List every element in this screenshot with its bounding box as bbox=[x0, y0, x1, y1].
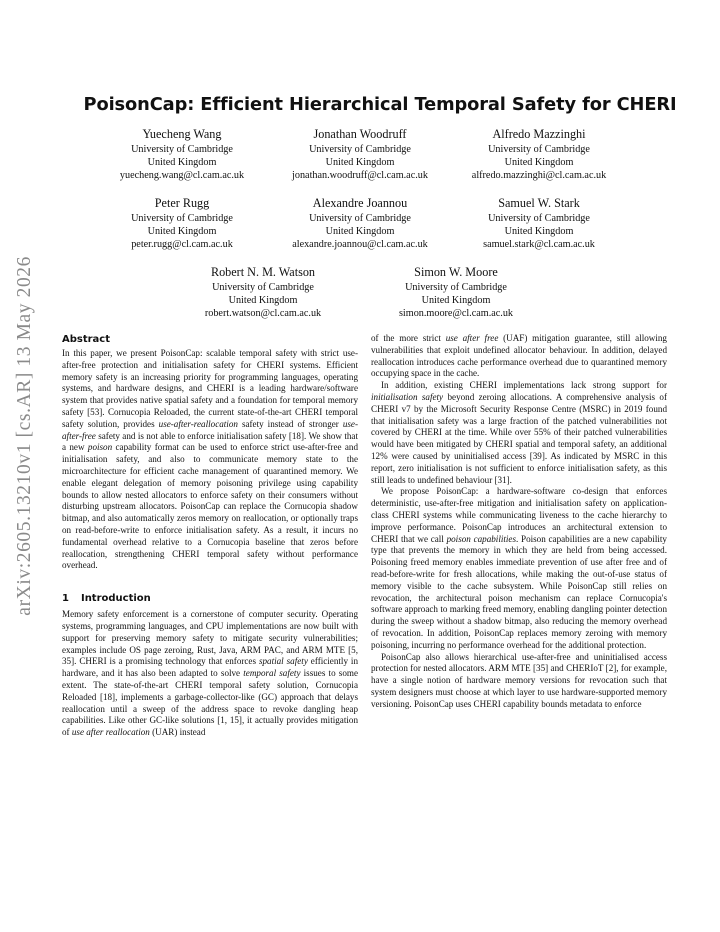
author-block bbox=[429, 196, 649, 251]
author-affiliation: University of Cambridge bbox=[131, 143, 233, 155]
author-affiliation: University of Cambridge bbox=[131, 212, 233, 224]
author-email: yuecheng.wang@cl.cam.ac.uk bbox=[119, 169, 245, 181]
section-number: 1 bbox=[62, 593, 69, 605]
author-country: United Kingdom bbox=[147, 225, 217, 237]
body-paragraph: We propose PoisonCap: a hardware-software co-design that enforces deterministic, use-after-free mitigation and initialisation safety on application-class CHERI systems while communicating liveness to the cache hierarchy to improve performance. PoisonCap introduces an architectural extension to CHERI that we call poison capabilities. Poison capabilities are a new capability type that prevents the memory in which they are held from being accessed. Poisoning freed memory enables immediate prevention of use after free and of read-before-write for fresh allocations, while making the out-of-use status of memory visible to the cache subsystem. While PoisonCap still relies on revocation, the architectural poison mechanism can replace Cornucopia's software approach to marking freed memory, enabling dangling pointer detection during the sweep without a shadow bitmap, also reducing the memory overhead of revocation. In addition, PoisonCap replaces memory zeroing with memory poisoning, incurring no performance overhead for the additional protection. bbox=[371, 486, 667, 650]
section-title: Introduction bbox=[80, 593, 151, 605]
author-name: Jonathan Woodruff bbox=[313, 127, 407, 141]
left-column bbox=[62, 333, 358, 739]
author-block bbox=[153, 265, 373, 320]
author-block bbox=[429, 127, 649, 182]
author-country: United Kingdom bbox=[504, 156, 574, 168]
abstract-paragraph: In this paper, we present PoisonCap: scalable temporal safety with strict use-after-free protection and initialisation safety for CHERI systems. Efficient memory safety is an increasing priority for programming languages, operating systems, and hardware designs, and CHERI is a leading hardware/software system that provides native spatial safety and a foundation for temporal memory safety [53]. Cornucopia Reloaded, the current state-of-the-art CHERI temporal safety solution, provides use-after-reallocation safety instead of stronger use-after-free safety and is not able to enforce initialisation safety [18]. We show that a new poison capability format can be used to enforce strict use-after-free and initialisation safety, and also to communicate memory state to the microarchitecture for efficient cache management of quarantined memory. We enable elegant delegation of memory poisoning privilege using capability bounds to allow nested allocators to enforce safety on their consumers without disturbing upstream allocators. PoisonCap can replace the Cornucopia shadow bitmap, and also automatically zeros memory on reallocation, or optionally traps on read-before-write to enforce initialisation safety. As a result, it incurs no fundamental overhead relative to a Cornucopia baseline that zeros before reallocation, strengthening CHERI temporal safety without performance overhead. bbox=[62, 348, 358, 571]
author-affiliation: University of Cambridge bbox=[405, 281, 507, 293]
author-email: robert.watson@cl.cam.ac.uk bbox=[204, 307, 322, 319]
author-name: Alfredo Mazzinghi bbox=[492, 127, 586, 141]
paper-title: PoisonCap: Efficient Hierarchical Temporal Safety for CHERI bbox=[83, 94, 677, 115]
author-email: alfredo.mazzinghi@cl.cam.ac.uk bbox=[471, 169, 607, 181]
author-email: alexandre.joannou@cl.cam.ac.uk bbox=[292, 238, 428, 250]
author-name: Peter Rugg bbox=[154, 196, 210, 210]
author-email: jonathan.woodruff@cl.cam.ac.uk bbox=[292, 169, 428, 181]
author-affiliation: University of Cambridge bbox=[309, 143, 411, 155]
author-affiliation: University of Cambridge bbox=[488, 143, 590, 155]
author-affiliation: University of Cambridge bbox=[212, 281, 314, 293]
author-email: peter.rugg@cl.cam.ac.uk bbox=[131, 238, 233, 250]
author-country: United Kingdom bbox=[421, 294, 491, 306]
body-paragraph: In addition, existing CHERI implementations lack strong support for initialisation safety beyond zeroing allocations. A comprehensive analysis of CHERI v7 by the Microsoft Security Response Centre (MSRC) in 2019 found that initialisation safety was a large fraction of the patched vulnerabilities not covered by CHERI at the time. While over 55% of their patched vulnerabilities would have been mitigated by CHERI spatial and temporal safety, an additional 12% were caused by uninitialised access [39]. As indicated by MSRC in this report, zero initialisation is not sufficient to enforce initialisation safety, as this still leads to undefined behaviour [31]. bbox=[371, 380, 667, 485]
author-email: simon.moore@cl.cam.ac.uk bbox=[398, 307, 514, 319]
author-name: Robert N. M. Watson bbox=[210, 265, 316, 279]
author-country: United Kingdom bbox=[325, 225, 395, 237]
right-column bbox=[371, 333, 667, 711]
author-email: samuel.stark@cl.cam.ac.uk bbox=[483, 238, 595, 250]
author-country: United Kingdom bbox=[325, 156, 395, 168]
arxiv-identifier: arXiv:2605.13210v1 [cs.AR] 13 May 2026 bbox=[14, 256, 35, 616]
author-block bbox=[346, 265, 566, 320]
body-paragraph: PoisonCap also allows hierarchical use-after-free and uninitialised access protection for nested allocators. ARM MTE [35] and CHERIoT [2], for example, have a single notion of hardware memory versions for revocation such that system designers must choose at which layer to use hardware-supported memory versioning. PoisonCap uses CHERI capability bounds metadata to enforce bbox=[371, 651, 667, 709]
author-country: United Kingdom bbox=[228, 294, 298, 306]
author-name: Samuel W. Stark bbox=[498, 196, 580, 210]
intro-paragraph: Memory safety enforcement is a cornerstone of computer security. Operating systems, programming languages, and CPU implementations are now built with support for preserving memory safety to mitigate security vulnerabilities; examples include OS page zeroing, Rust, Java, ARM PAC, and ARM MTE [5, 35]. CHERI is a promising technology that enforces spatial safety efficiently in hardware, and it has also been adapted to solve temporal safety issues to some extent. The state-of-the-art CHERI temporal safety solution, Cornucopia Reloaded [18], implements a garbage-collector-like (GC) approach that delays reallocation until a sweep of the address space to revoke dangling heap capabilities. Like other GC-like solutions [1, 15], it actually provides mitigation of use after reallocation (UAR) instead bbox=[62, 609, 358, 738]
author-name: Alexandre Joannou bbox=[312, 196, 408, 210]
author-name: Yuecheng Wang bbox=[142, 127, 222, 141]
author-country: United Kingdom bbox=[147, 156, 217, 168]
abstract-heading: Abstract bbox=[62, 334, 111, 345]
author-name: Simon W. Moore bbox=[414, 265, 498, 279]
author-affiliation: University of Cambridge bbox=[309, 212, 411, 224]
author-affiliation: University of Cambridge bbox=[488, 212, 590, 224]
body-paragraph: of the more strict use after free (UAF) mitigation guarantee, still allowing vulnerabilities that exploit undefined allocator behaviour. In addition, delayed reallocation introduces cache performance overhead due to quarantined memory occupying space in the cache. bbox=[371, 333, 667, 379]
section-heading-introduction bbox=[62, 592, 358, 605]
author-country: United Kingdom bbox=[504, 225, 574, 237]
